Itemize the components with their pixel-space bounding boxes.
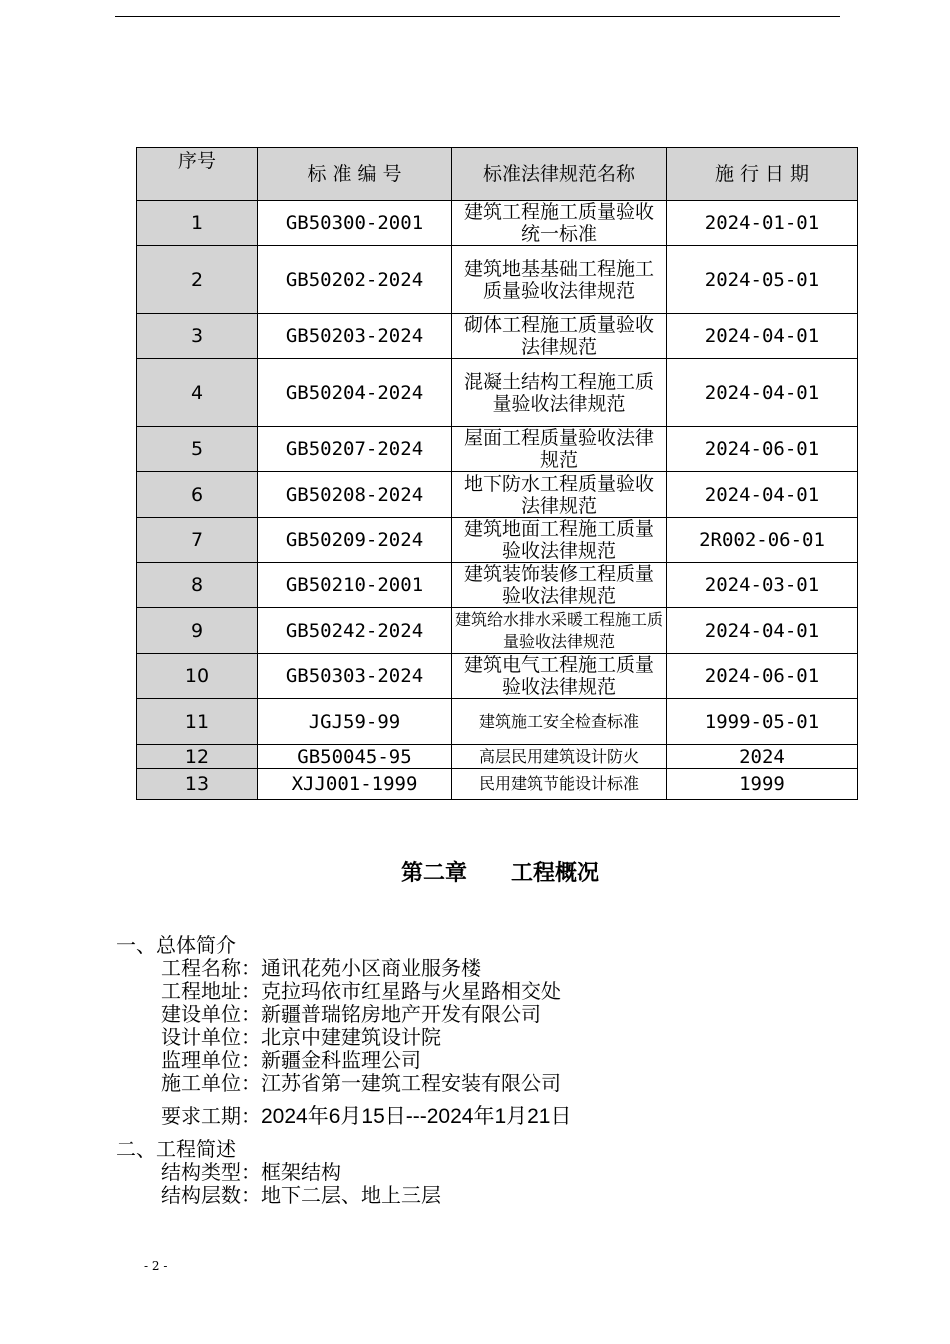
page-number: - 2 - xyxy=(144,1259,168,1273)
table-row xyxy=(137,359,858,427)
row-date: 1999-05-01 xyxy=(667,699,858,745)
row-name: 建筑工程施工质量验收统一标准 xyxy=(452,201,667,246)
row-date: 2024-04-01 xyxy=(667,608,858,654)
project-overview xyxy=(116,934,572,1207)
row-name: 建筑装饰装修工程质量验收法律规范 xyxy=(452,563,667,608)
row-code: GB50202-2024 xyxy=(258,246,452,314)
header-name: 标准法律规范名称 xyxy=(452,148,667,201)
table-row xyxy=(137,769,858,800)
row-code: GB50045-95 xyxy=(258,745,452,769)
row-code: GB50242-2024 xyxy=(258,608,452,654)
row-date: 2024-06-01 xyxy=(667,654,858,699)
row-name: 高层民用建筑设计防火 xyxy=(452,745,667,769)
row-seq: 5 xyxy=(137,427,258,472)
row-name: 混凝土结构工程施工质量验收法律规范 xyxy=(452,359,667,427)
table-row xyxy=(137,314,858,359)
table-row xyxy=(137,201,858,246)
supervision-unit: 监理单位：新疆金科监理公司 xyxy=(161,1048,421,1072)
row-date: 2024-01-01 xyxy=(667,201,858,246)
row-seq: 7 xyxy=(137,518,258,563)
row-code: GB50208-2024 xyxy=(258,472,452,518)
row-date: 2024-05-01 xyxy=(667,246,858,314)
row-name: 民用建筑节能设计标准 xyxy=(452,769,667,800)
row-date: 2R002-06-01 xyxy=(667,518,858,563)
row-seq: 8 xyxy=(137,563,258,608)
row-seq: 10 xyxy=(137,654,258,699)
row-name: 砌体工程施工质量验收法律规范 xyxy=(452,314,667,359)
row-code: JGJ59-99 xyxy=(258,699,452,745)
row-date: 1999 xyxy=(667,769,858,800)
design-unit: 设计单位：北京中建建筑设计院 xyxy=(161,1025,441,1049)
row-code: GB50210-2001 xyxy=(258,563,452,608)
row-date: 2024-06-01 xyxy=(667,427,858,472)
row-name: 建筑地基基础工程施工质量验收法律规范 xyxy=(452,246,667,314)
row-code: GB50300-2001 xyxy=(258,201,452,246)
table-row xyxy=(137,518,858,563)
developer-unit: 建设单位：新疆普瑞铭房地产开发有限公司 xyxy=(161,1002,541,1026)
period-value: 2024年6月15日---2024年1月21日 xyxy=(261,1105,572,1128)
structure-floors: 结构层数：地下二层、地上三层 xyxy=(161,1183,441,1207)
row-name: 地下防水工程质量验收法律规范 xyxy=(452,472,667,518)
row-code: GB50203-2024 xyxy=(258,314,452,359)
row-seq: 11 xyxy=(137,699,258,745)
table-row xyxy=(137,246,858,314)
row-code: GB50209-2024 xyxy=(258,518,452,563)
row-seq: 6 xyxy=(137,472,258,518)
table-row xyxy=(137,472,858,518)
row-seq: 12 xyxy=(137,745,258,769)
standards-table xyxy=(136,147,858,800)
project-address: 工程地址：克拉玛依市红星路与火星路相交处 xyxy=(161,979,561,1003)
row-seq: 2 xyxy=(137,246,258,314)
row-name: 建筑地面工程施工质量验收法律规范 xyxy=(452,518,667,563)
table-row xyxy=(137,699,858,745)
table-row xyxy=(137,563,858,608)
row-name: 屋面工程质量验收法律规范 xyxy=(452,427,667,472)
chapter-title: 第二章 工程概况 xyxy=(400,861,599,886)
construction-unit: 施工单位：江苏省第一建筑工程安装有限公司 xyxy=(161,1071,561,1095)
row-code: GB50207-2024 xyxy=(258,427,452,472)
row-date: 2024-04-01 xyxy=(667,472,858,518)
row-seq: 1 xyxy=(137,201,258,246)
row-seq: 9 xyxy=(137,608,258,654)
row-name: 建筑电气工程施工质量验收法律规范 xyxy=(452,654,667,699)
row-date: 2024-04-01 xyxy=(667,359,858,427)
table-row xyxy=(137,745,858,769)
row-code: GB50204-2024 xyxy=(258,359,452,427)
row-name: 建筑施工安全检查标准 xyxy=(452,699,667,745)
row-date: 2024-03-01 xyxy=(667,563,858,608)
header-rule xyxy=(115,16,840,17)
row-date: 2024 xyxy=(667,745,858,769)
table-row xyxy=(137,608,858,654)
period-label: 要求工期： xyxy=(161,1104,261,1128)
row-name: 建筑给水排水采暖工程施工质量验收法律规范 xyxy=(452,608,667,654)
brief-heading: 二、工程简述 xyxy=(116,1137,236,1161)
header-seq: 序号 xyxy=(137,148,258,201)
table-row xyxy=(137,427,858,472)
row-seq: 3 xyxy=(137,314,258,359)
table-row xyxy=(137,654,858,699)
structure-type: 结构类型：框架结构 xyxy=(161,1160,341,1184)
overview-heading: 一、总体简介 xyxy=(116,933,236,957)
row-seq: 4 xyxy=(137,359,258,427)
header-date: 施 行 日 期 xyxy=(667,148,858,201)
table-header-row xyxy=(137,148,858,201)
row-date: 2024-04-01 xyxy=(667,314,858,359)
row-seq: 13 xyxy=(137,769,258,800)
header-code: 标 准 编 号 xyxy=(258,148,452,201)
project-name: 工程名称：通讯花苑小区商业服务楼 xyxy=(161,956,481,980)
row-code: GB50303-2024 xyxy=(258,654,452,699)
required-period xyxy=(161,1105,572,1128)
row-code: XJJ001-1999 xyxy=(258,769,452,800)
